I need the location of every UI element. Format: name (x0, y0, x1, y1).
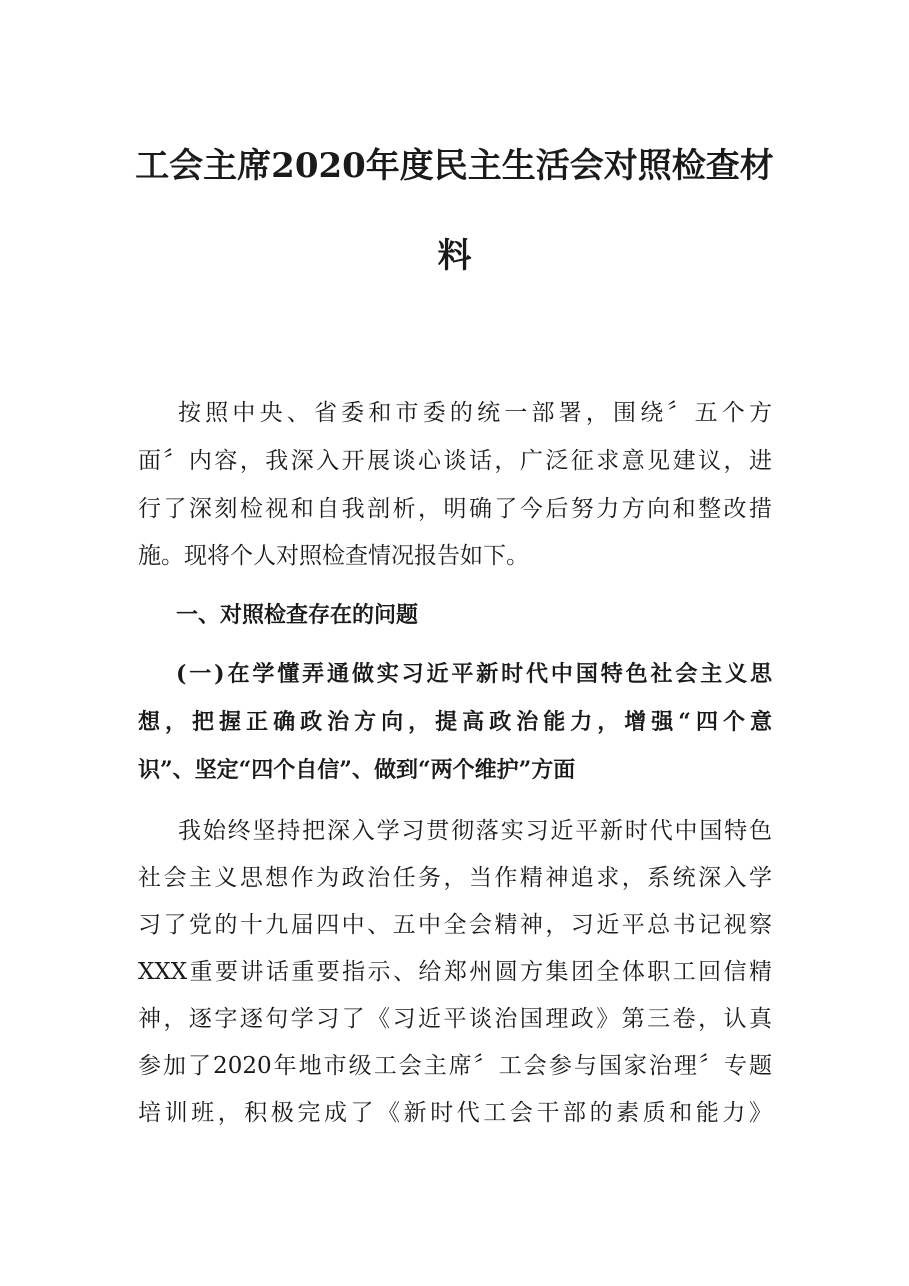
intro-line: 面〞内容，我深入开展谈心谈话，广泛征求意见建议，进 (138, 448, 772, 474)
document-title-line-1: 工会主席2020年度民主生活会对照检查材 (135, 146, 774, 186)
body-line: 我始终坚持把深入学习贯彻落实习近平新时代中国特色 (178, 818, 772, 844)
subsection-heading-line: 识”、坚定“四个自信”、做到“两个维护”方面 (138, 757, 576, 783)
intro-line: 行了深刻检视和自我剖析，明确了今后努力方向和整改措 (138, 496, 772, 522)
body-line: 参加了2020年地市级工会主席〞工会参与国家治理〞专题 (138, 1053, 772, 1079)
intro-line: 按照中央、省委和市委的统一部署，围绕〞五个方 (178, 400, 772, 426)
document-title-line-2: 料 (437, 236, 472, 276)
body-line: XXX重要讲话重要指示、给郑州圆方集团全体职工回信精 (138, 959, 772, 985)
section-heading: 一、对照检查存在的问题 (176, 603, 419, 628)
subsection-heading-line: 想，把握正确政治方向，提高政治能力，增强“四个意 (138, 709, 772, 735)
subsection-heading-line: (一)在学懂弄通做实习近平新时代中国特色社会主义思 (176, 661, 772, 687)
body-line: 习了党的十九届四中、五中全会精神，习近平总书记视察 (138, 912, 772, 938)
body-line: 培训班，积极完成了《新时代工会干部的素质和能力》 (138, 1100, 772, 1126)
body-line: 神，逐字逐句学习了《习近平谈治国理政》第三卷，认真 (138, 1006, 772, 1032)
body-line: 社会主义思想作为政治任务，当作精神追求，系统深入学 (138, 865, 772, 891)
intro-line: 施。现将个人对照检查情况报告如下。 (138, 543, 529, 569)
